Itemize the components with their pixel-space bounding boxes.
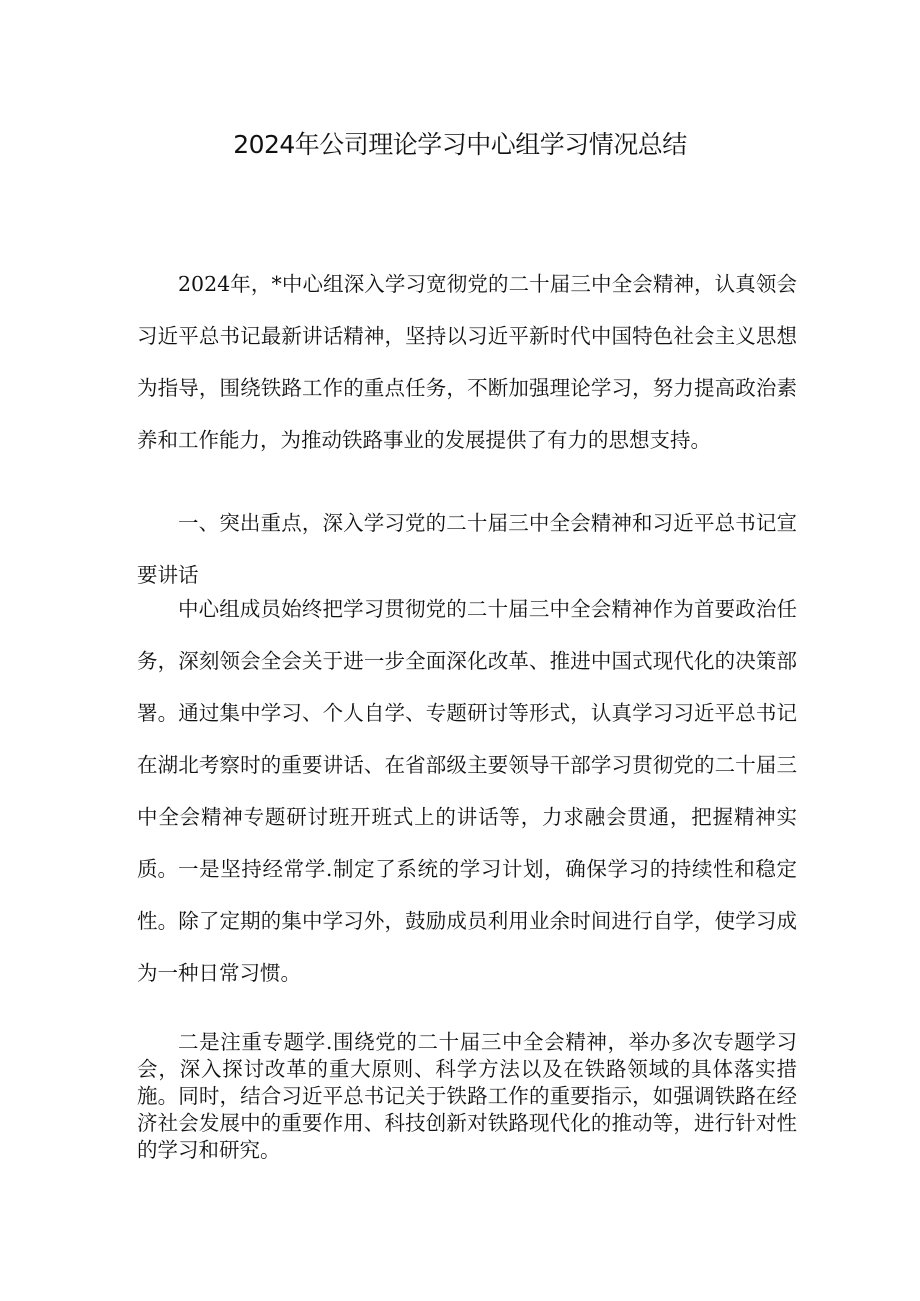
section-1-paragraph: 中心组成员始终把学习贯彻党的二十届三中全会精神作为首要政治任务，深刻领会全会关于进一步全面深化改革、推进中国式现代化的决策部署。通过集中学习、个人自学、专题研讨等形式，认真学习习近平总书记在湖北考察时的重要讲话、在省部级主要领导干部学习贯彻党的二十届三中全会精神专题研讨班开班式上的讲话等，力求融会贯通，把握精神实质。	[137, 597, 797, 881]
item-1-paragraph: 一是坚持经常学.制定了系统的学习计划，确保学习的持续性和稳定性。除了定期的集中学习外，鼓励成员利用业余时间进行自学，使学习成为一种日常习惯。	[137, 857, 797, 985]
intro-paragraph: 2024年，*中心组深入学习宽彻党的二十届三中全会精神，认真领会习近平总书记最新讲话精神，坚持以习近平新时代中国特色社会主义思想为指导，围绕铁路工作的重点任务，不断加强理论学习，努力提高政治素养和工作能力，为推动铁路事业的发展提供了有力的思想支持。	[137, 272, 797, 452]
document-title: 2024年公司理论学习中心组学习情况总结	[233, 130, 687, 159]
item-2-paragraph: 二是注重专题学.围绕党的二十届三中全会精神，举办多次专题学习会，深入探讨改革的重大原则、科学方法以及在铁路领域的具体落实措施。同时，结合习近平总书记关于铁路工作的重要指示，如强调铁路在经济社会发展中的重要作用、科技创新对铁路现代化的推动等，进行针对性的学习和研究。	[137, 1030, 797, 1162]
section-heading-1: 一、突出重点，深入学习党的二十届三中全会精神和习近平总书记宣要讲话	[137, 511, 797, 587]
